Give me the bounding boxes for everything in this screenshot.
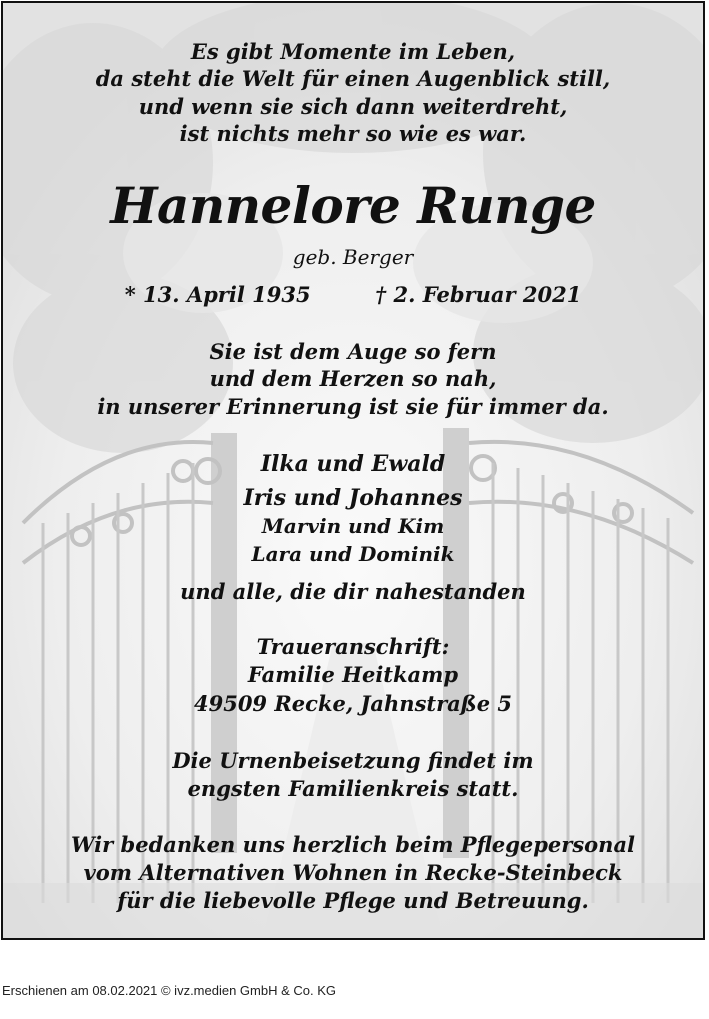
address-heading: Traueranschrift: (256, 634, 450, 659)
deceased-name: Hannelore Runge (110, 176, 596, 235)
poem-line: ist nichts mehr so wie es war. (179, 121, 527, 146)
death-date: † 2. Februar 2021 (375, 282, 582, 307)
mourner-name: Ilka und Ewald (260, 451, 446, 477)
poem-line: Sie ist dem Auge so fern (209, 339, 497, 364)
thanks-line: vom Alternativen Wohnen in Recke-Steinbeck (83, 860, 623, 885)
publication-footer: Erschienen am 08.02.2021 © ivz.medien GmbH & Co. KG (2, 983, 337, 998)
poem-line: Es gibt Momente im Leben, (190, 39, 516, 64)
burial-note: engsten Familienkreis statt. (187, 776, 519, 801)
notice-text (3, 3, 703, 938)
mourner-name: Marvin und Kim (261, 514, 445, 538)
poem-line: in unserer Erinnerung ist sie für immer da. (97, 394, 609, 419)
address-line: 49509 Recke, Jahnstraße 5 (193, 691, 512, 716)
life-dates (3, 282, 703, 307)
mourner-name: Lara und Dominik (251, 542, 455, 566)
birth-date: * 13. April 1935 (124, 282, 311, 307)
thanks-line: Wir bedanken uns herzlich beim Pflegepersonal (70, 832, 636, 857)
maiden-name: geb. Berger (292, 245, 414, 269)
address-line: Familie Heitkamp (247, 662, 459, 687)
poem-line: da steht die Welt für einen Augenblick still, (95, 66, 611, 91)
burial-note: Die Urnenbeisetzung findet im (172, 748, 534, 773)
poem-line: und dem Herzen so nah, (209, 366, 497, 391)
mourner-name: Iris und Johannes (243, 485, 463, 511)
thanks-line: für die liebevolle Pflege und Betreuung. (117, 888, 589, 913)
obituary-notice (1, 1, 705, 940)
mourner-others: und alle, die dir nahestanden (180, 579, 526, 604)
poem-line: und wenn sie sich dann weiterdreht, (138, 94, 568, 119)
